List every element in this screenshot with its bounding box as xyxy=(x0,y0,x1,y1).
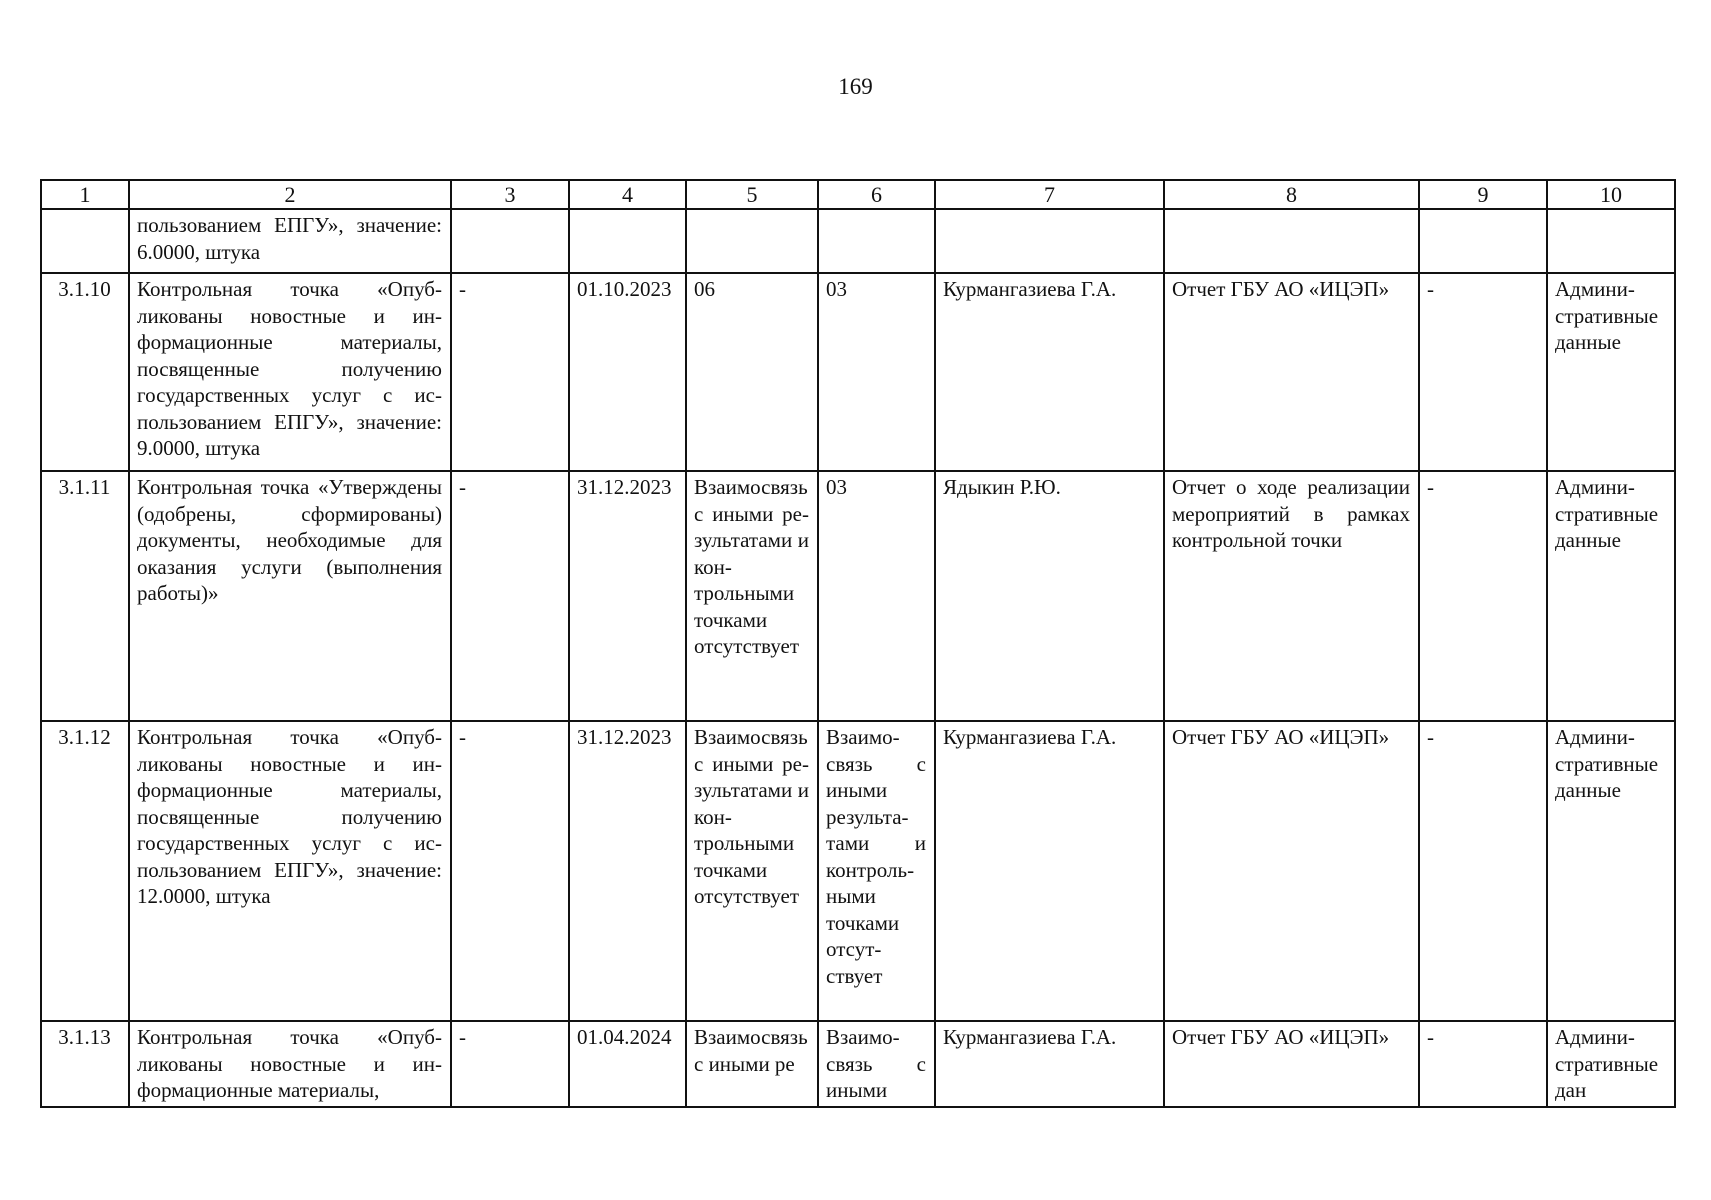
row-source-cell: Административные дан xyxy=(1547,1021,1675,1107)
row-responsible-cell: Курмангазиева Г.А. xyxy=(935,721,1164,1021)
row-col5-cell: Взаимосвязь с иными ре xyxy=(686,1021,818,1107)
row-responsible-cell: Курмангазиева Г.А. xyxy=(935,1021,1164,1107)
row-id-cell: 3.1.13 xyxy=(41,1021,129,1107)
row-col9-cell: - xyxy=(1419,1021,1547,1107)
row-name-cell: Контрольная точка «Утверждены (одобрены, сформированы) документы, необходимые для оказания услуги (выполнения работы)» xyxy=(129,471,451,721)
page-number: 169 xyxy=(838,74,873,99)
header-row xyxy=(41,180,1675,209)
row-name-cell: Контрольная точка «Опубликованы новостные и информационные материалы, посвященные получению государственных услуг с использованием ЕПГУ», значение: 12.0000, штука xyxy=(129,721,451,1021)
row-col5-cell xyxy=(686,209,818,273)
row-col6-cell xyxy=(818,209,935,273)
control-points-table xyxy=(40,179,1676,1108)
row-col5-cell: 06 xyxy=(686,273,818,471)
row-col5-cell: Взаимосвязь с иными результатами и контрольными точками отсутствует xyxy=(686,471,818,721)
column-header-6: 6 xyxy=(818,180,935,209)
row-col9-cell: - xyxy=(1419,273,1547,471)
table-row xyxy=(41,209,1675,273)
table-row xyxy=(41,471,1675,721)
column-header-7: 7 xyxy=(935,180,1164,209)
row-col6-cell: Взаимосвязь с иными результатами и контрольными точками отсутствует xyxy=(818,721,935,1021)
column-header-9: 9 xyxy=(1419,180,1547,209)
row-id-cell: 3.1.10 xyxy=(41,273,129,471)
column-header-8: 8 xyxy=(1164,180,1419,209)
row-source-cell xyxy=(1547,209,1675,273)
row-id-cell: 3.1.12 xyxy=(41,721,129,1021)
row-col9-cell: - xyxy=(1419,471,1547,721)
column-header-3: 3 xyxy=(451,180,569,209)
row-col5-cell: Взаимосвязь с иными результатами и контрольными точками отсутствует xyxy=(686,721,818,1021)
row-col6-cell: 03 xyxy=(818,471,935,721)
table-row xyxy=(41,1021,1675,1107)
row-document-cell: Отчет ГБУ АО «ИЦЭП» xyxy=(1164,273,1419,471)
column-header-4: 4 xyxy=(569,180,686,209)
row-responsible-cell: Ядыкин Р.Ю. xyxy=(935,471,1164,721)
row-name-cell: Контрольная точка «Опубликованы новостные и информационные материалы, xyxy=(129,1021,451,1107)
row-col6-cell: 03 xyxy=(818,273,935,471)
row-col6-cell: Взаимосвязь с иными xyxy=(818,1021,935,1107)
row-col3-cell: - xyxy=(451,721,569,1021)
row-document-cell: Отчет ГБУ АО «ИЦЭП» xyxy=(1164,721,1419,1021)
column-header-5: 5 xyxy=(686,180,818,209)
row-id-cell: 3.1.11 xyxy=(41,471,129,721)
row-col3-cell: - xyxy=(451,273,569,471)
row-date-cell: 01.04.2024 xyxy=(569,1021,686,1107)
row-date-cell: 31.12.2023 xyxy=(569,471,686,721)
column-header-2: 2 xyxy=(129,180,451,209)
column-header-1: 1 xyxy=(41,180,129,209)
row-col9-cell xyxy=(1419,209,1547,273)
row-source-cell: Административные данные xyxy=(1547,471,1675,721)
row-document-cell: Отчет ГБУ АО «ИЦЭП» xyxy=(1164,1021,1419,1107)
row-responsible-cell xyxy=(935,209,1164,273)
row-date-cell: 01.10.2023 xyxy=(569,273,686,471)
row-document-cell xyxy=(1164,209,1419,273)
row-col3-cell: - xyxy=(451,471,569,721)
row-source-cell: Административные данные xyxy=(1547,721,1675,1021)
row-responsible-cell: Курмангазиева Г.А. xyxy=(935,273,1164,471)
row-col3-cell: - xyxy=(451,1021,569,1107)
row-source-cell: Административные данные xyxy=(1547,273,1675,471)
table-row xyxy=(41,273,1675,471)
column-header-10: 10 xyxy=(1547,180,1675,209)
row-name-cell: пользованием ЕПГУ», значение: 6.0000, штука xyxy=(129,209,451,273)
table-row xyxy=(41,721,1675,1021)
row-date-cell xyxy=(569,209,686,273)
row-id-cell xyxy=(41,209,129,273)
row-document-cell: Отчет о ходе реализации мероприятий в рамках контрольной точки xyxy=(1164,471,1419,721)
row-col9-cell: - xyxy=(1419,721,1547,1021)
row-col3-cell xyxy=(451,209,569,273)
row-date-cell: 31.12.2023 xyxy=(569,721,686,1021)
row-name-cell: Контрольная точка «Опубликованы новостные и информационные материалы, посвященные получению государственных услуг с использованием ЕПГУ», значение: 9.0000, штука xyxy=(129,273,451,471)
